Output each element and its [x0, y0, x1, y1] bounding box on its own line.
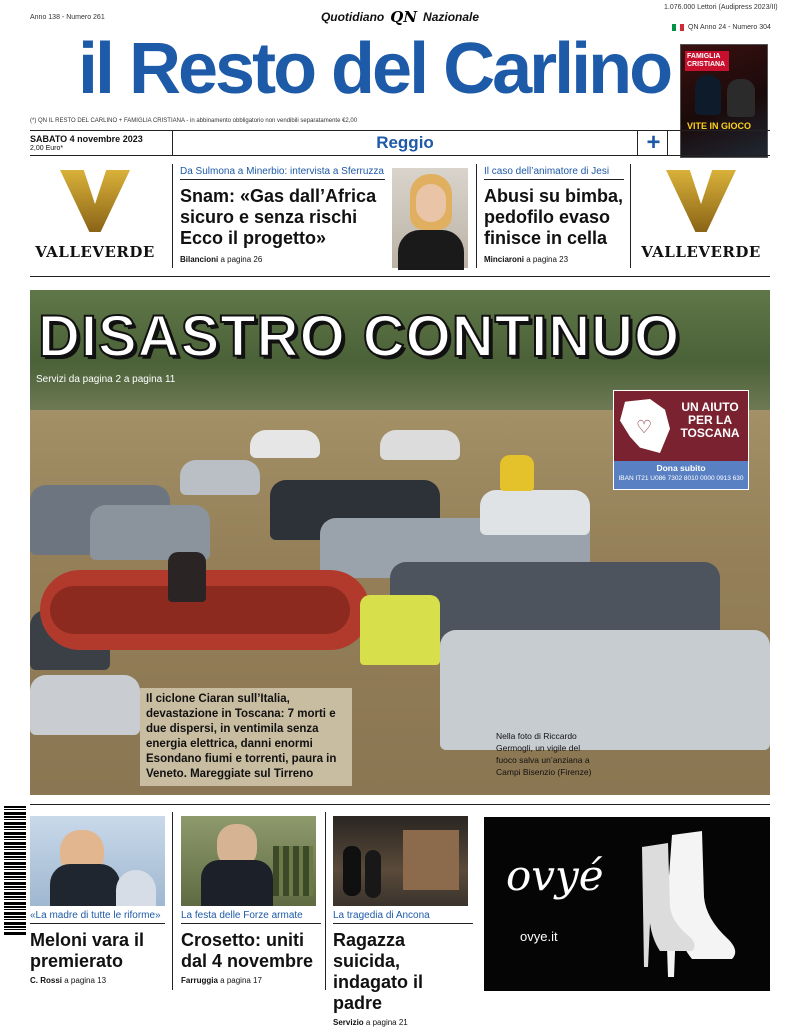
lead-headline[interactable]: DISASTRO CONTINUO	[38, 304, 681, 369]
qn-left: Quotidiano	[320, 10, 385, 24]
story-headline[interactable]: Snam: «Gas dall’Africa sicuro e senza rischi Ecco il progetto»	[180, 186, 377, 248]
cover-title: VITE IN GIOCO	[687, 121, 752, 131]
story-byline	[181, 976, 321, 985]
cover-brand: FAMIGLIA CRISTIANA	[685, 51, 729, 71]
valleverde-wordmark: VALLEVERDE	[35, 243, 155, 261]
story-ancona[interactable]	[333, 910, 473, 1027]
portrait-photo	[392, 168, 468, 268]
issue-number: Anno 138 - Numero 261	[30, 14, 105, 21]
qn-issue: QN Anno 24 - Numero 304	[688, 24, 771, 31]
ancona-photo	[333, 816, 468, 906]
readers-count: 1.076.000 Lettori (Audipress 2023/II)	[664, 4, 778, 11]
fine-print: (*) QN IL RESTO DEL CARLINO + FAMIGLIA CRISTIANA - in abbinamento obbligatorio non vendibili separatamente €2,00	[30, 118, 358, 124]
story-kicker: La festa delle Forze armate	[181, 910, 321, 924]
story-byline	[30, 976, 165, 985]
aid-tuscany-box[interactable]	[613, 390, 749, 490]
story-kicker: «La madre di tutte le riforme»	[30, 910, 165, 924]
story-page: a pagina 13	[64, 976, 107, 985]
story-page: a pagina 21	[365, 1018, 408, 1027]
valleverde-wordmark: VALLEVERDE	[641, 243, 761, 261]
story-jesi[interactable]	[484, 166, 624, 264]
barcode	[4, 806, 26, 936]
story-snam[interactable]	[180, 166, 385, 264]
aid-title: UN AIUTO PER LA TOSCANA	[680, 400, 740, 440]
story-headline[interactable]: Abusi su bimba, pedofilo evaso finisce in cella	[484, 186, 624, 248]
story-byline	[180, 255, 385, 264]
valleverde-ad-left[interactable]	[30, 170, 160, 265]
story-author: Servizio	[333, 1018, 364, 1027]
edition-name[interactable]: Reggio	[172, 130, 638, 156]
issue-price: 2,00 Euro*	[30, 145, 64, 152]
valleverde-logo-icon	[666, 170, 736, 232]
story-page: a pagina 17	[220, 976, 262, 985]
donate-label[interactable]: Dona subito	[656, 463, 706, 473]
story-headline[interactable]: Crosetto: uniti dal 4 novembre	[181, 930, 314, 971]
story-crosetto[interactable]	[181, 910, 321, 985]
ovye-url[interactable]: ovye.it	[520, 929, 558, 944]
story-meloni[interactable]	[30, 910, 165, 985]
story-author: Farruggia	[181, 976, 218, 985]
photo-credit: Nella foto di Riccardo Germogli, un vigile del fuoco salva un’anziana a Campi Bisenzio (Firenze)	[496, 731, 592, 777]
ovye-wordmark: ovyé	[506, 851, 604, 900]
masthead-logo[interactable]: il Resto del Carlino	[78, 29, 671, 109]
issue-date: SABATO 4 novembre 2023	[30, 134, 143, 144]
lead-caption: Il ciclone Ciaran sull’Italia, devastazione in Toscana: 7 morti e due dispersi, in ventimila senza energia elettrica, danni enormi Esondano fiumi e torrenti, paura in Veneto. Mareggiate sul Tirreno	[140, 688, 352, 786]
story-kicker: Il caso dell’animatore di Jesi	[484, 166, 624, 180]
valleverde-ad-right[interactable]	[636, 170, 766, 265]
heart-icon: ♡	[636, 417, 653, 437]
cover-figure	[727, 79, 755, 117]
story-page: a pagina 23	[526, 255, 569, 264]
qn-issue-line	[672, 24, 771, 31]
story-author: Bilancioni	[180, 255, 219, 264]
story-byline	[333, 1018, 473, 1027]
qn-logo: QN	[390, 8, 418, 26]
meloni-photo	[30, 816, 165, 906]
story-author: C. Rossi	[30, 976, 63, 985]
lead-photo[interactable]	[30, 290, 770, 795]
valleverde-logo-icon	[60, 170, 130, 232]
story-headline[interactable]: Meloni vara il premierato	[30, 930, 145, 971]
story-byline	[484, 255, 624, 264]
qn-right: Nazionale	[423, 10, 480, 24]
boot-image	[632, 827, 742, 987]
story-kicker: Da Sulmona a Minerbio: intervista a Sferruzza	[180, 166, 385, 180]
crosetto-photo	[181, 816, 316, 906]
plus-icon[interactable]: +	[640, 130, 668, 156]
cover-figure	[695, 75, 721, 115]
story-kicker: La tragedia di Ancona	[333, 910, 473, 924]
services-pages: Servizi da pagina 2 a pagina 11	[36, 374, 176, 385]
ovye-ad[interactable]	[484, 817, 770, 991]
story-page: a pagina 26	[220, 255, 263, 264]
story-headline[interactable]: Ragazza suicida, indagato il padre	[333, 930, 423, 1013]
iban: IBAN IT21 U086 7302 8010 0000 0913 630	[618, 475, 744, 482]
story-author: Minciaroni	[484, 255, 525, 264]
